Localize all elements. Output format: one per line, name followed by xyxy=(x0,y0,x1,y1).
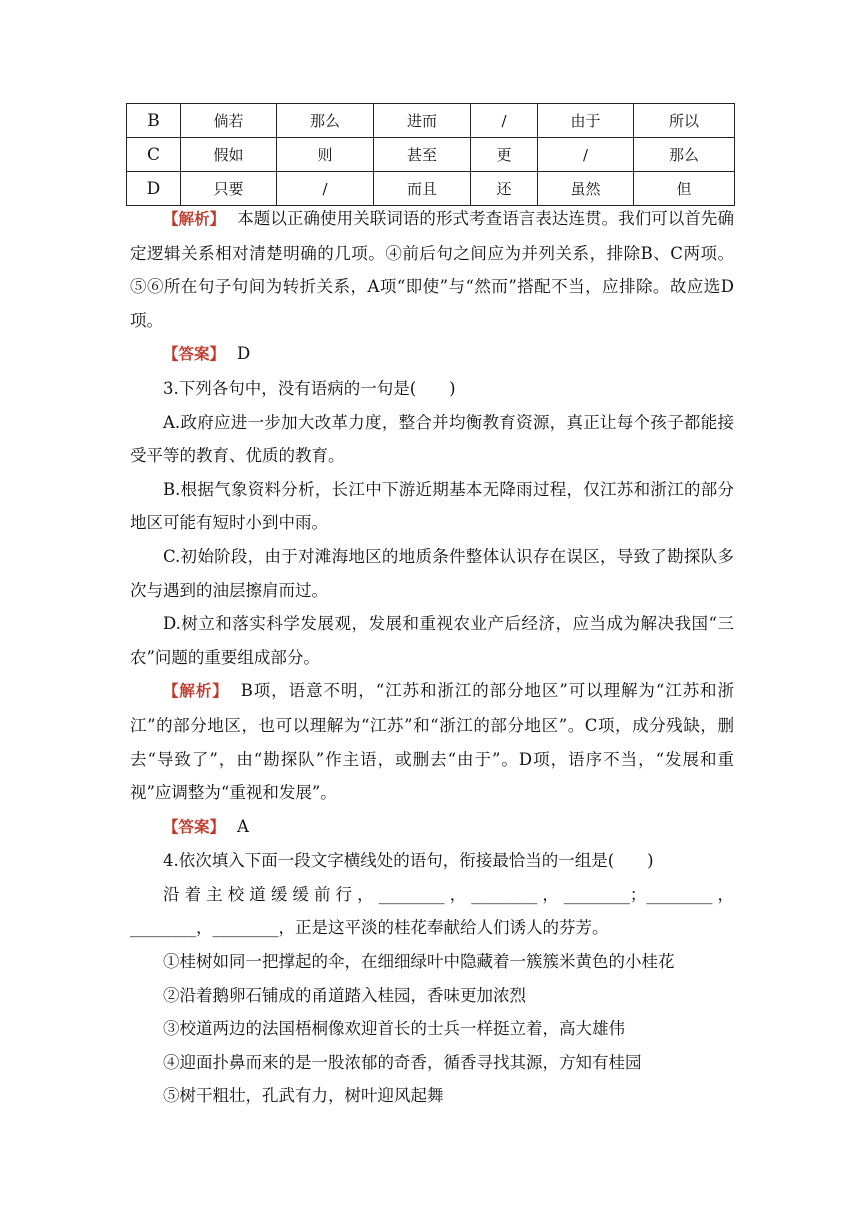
q2-answer xyxy=(130,337,734,372)
options-table xyxy=(126,103,735,206)
table-row xyxy=(127,104,735,138)
q4-item-4: ④迎面扑鼻而来的是一股浓郁的奇香，循香寻找其源，方知有桂园 xyxy=(163,1052,642,1072)
table-cell: / xyxy=(538,138,634,172)
table-cell: 但 xyxy=(634,172,735,206)
table-row xyxy=(127,172,735,206)
table-cell: 那么 xyxy=(277,104,374,138)
q4-item-2: ②沿着鹅卵石铺成的甬道踏入桂园，香味更加浓烈 xyxy=(163,985,526,1005)
q3-answer xyxy=(130,810,734,845)
option-letter: C xyxy=(127,138,181,172)
option-letter: D xyxy=(127,172,181,206)
q3-analysis xyxy=(130,674,734,809)
table-cell: 更 xyxy=(471,138,538,172)
table-cell: / xyxy=(471,104,538,138)
option-letter: B xyxy=(127,104,181,138)
q4-item-3: ③校道两边的法国梧桐像欢迎首长的士兵一样挺立着，高大雄伟 xyxy=(163,1019,625,1039)
analysis-text: 本题以正确使用关联词语的形式考查语言表达连贯。我们可以首先确定逻辑关系相对清楚明确的几项。④前后句之间应为并列关系，排除B、C两项。⑤⑥所在句子句间为转折关系，A项“即使”与“然而”搭配不当，应排除。故应选D项。 xyxy=(130,209,734,330)
table-cell: 只要 xyxy=(181,172,277,206)
table-cell: 所以 xyxy=(634,104,735,138)
table-cell: 倘若 xyxy=(181,104,277,138)
q3-option-a: A.政府应进一步加大改革力度，整合并均衡教育资源，真正让每个孩子都能接受平等的教育、优质的教育。 xyxy=(130,412,734,466)
analysis-tag: 【解析】 xyxy=(163,682,229,701)
answer-tag: 【答案】 xyxy=(163,817,226,836)
table-cell: 还 xyxy=(471,172,538,206)
q4-passage: 沿着主校道缓缓前行，________，________，________；________，________，________，正是这平淡的桂花奉献给人们诱人的芬芳。 xyxy=(130,884,734,938)
table-cell: 假如 xyxy=(181,138,277,172)
table-cell: 由于 xyxy=(538,104,634,138)
analysis-tag: 【解析】 xyxy=(163,210,226,228)
table-cell: 进而 xyxy=(374,104,471,138)
table-cell: 则 xyxy=(277,138,374,172)
table-cell: 虽然 xyxy=(538,172,634,206)
q3-option-c: C.初始阶段，由于对滩海地区的地质条件整体认识存在误区，导致了勘探队多次与遇到的油层擦肩而过。 xyxy=(130,546,734,600)
table-cell: 那么 xyxy=(634,138,735,172)
answer-tag: 【答案】 xyxy=(163,345,226,364)
answer-value: D xyxy=(237,344,251,364)
q4-stem: 4.依次填入下面一段文字横线处的语句，衔接最恰当的一组是( ) xyxy=(163,851,654,871)
q2-analysis xyxy=(130,202,734,337)
table-row xyxy=(127,138,735,172)
q3-option-b: B.根据气象资料分析，长江中下游近期基本无降雨过程，仅江苏和浙江的部分地区可能有短时小到中雨。 xyxy=(130,479,734,533)
table-cell: 而且 xyxy=(374,172,471,206)
q4-item-5: ⑤树干粗壮，孔武有力，树叶迎风起舞 xyxy=(163,1086,444,1106)
table-cell: / xyxy=(277,172,374,206)
q3-option-d: D.树立和落实科学发展观，发展和重视农业产后经济，应当成为解决我国“三农”问题的重要组成部分。 xyxy=(130,614,734,667)
q3-stem: 3.下列各句中，没有语病的一句是( ) xyxy=(163,378,456,398)
question-content xyxy=(130,202,734,1113)
table-cell: 甚至 xyxy=(374,138,471,172)
answer-value: A xyxy=(237,816,249,836)
analysis-text: B项，语意不明，“江苏和浙江的部分地区”可以理解为“江苏和浙江”的部分地区，也可以理解为“江苏”和“浙江的部分地区”。C项，成分残缺，删去“导致了”，由“勘探队”作主语，或删去“由于”。D项，语序不当，“发展和重视”应调整为“重视和发展”。 xyxy=(130,681,734,803)
q4-item-1: ①桂树如同一把撑起的伞，在细细绿叶中隐藏着一簇簇米黄色的小桂花 xyxy=(163,952,675,972)
